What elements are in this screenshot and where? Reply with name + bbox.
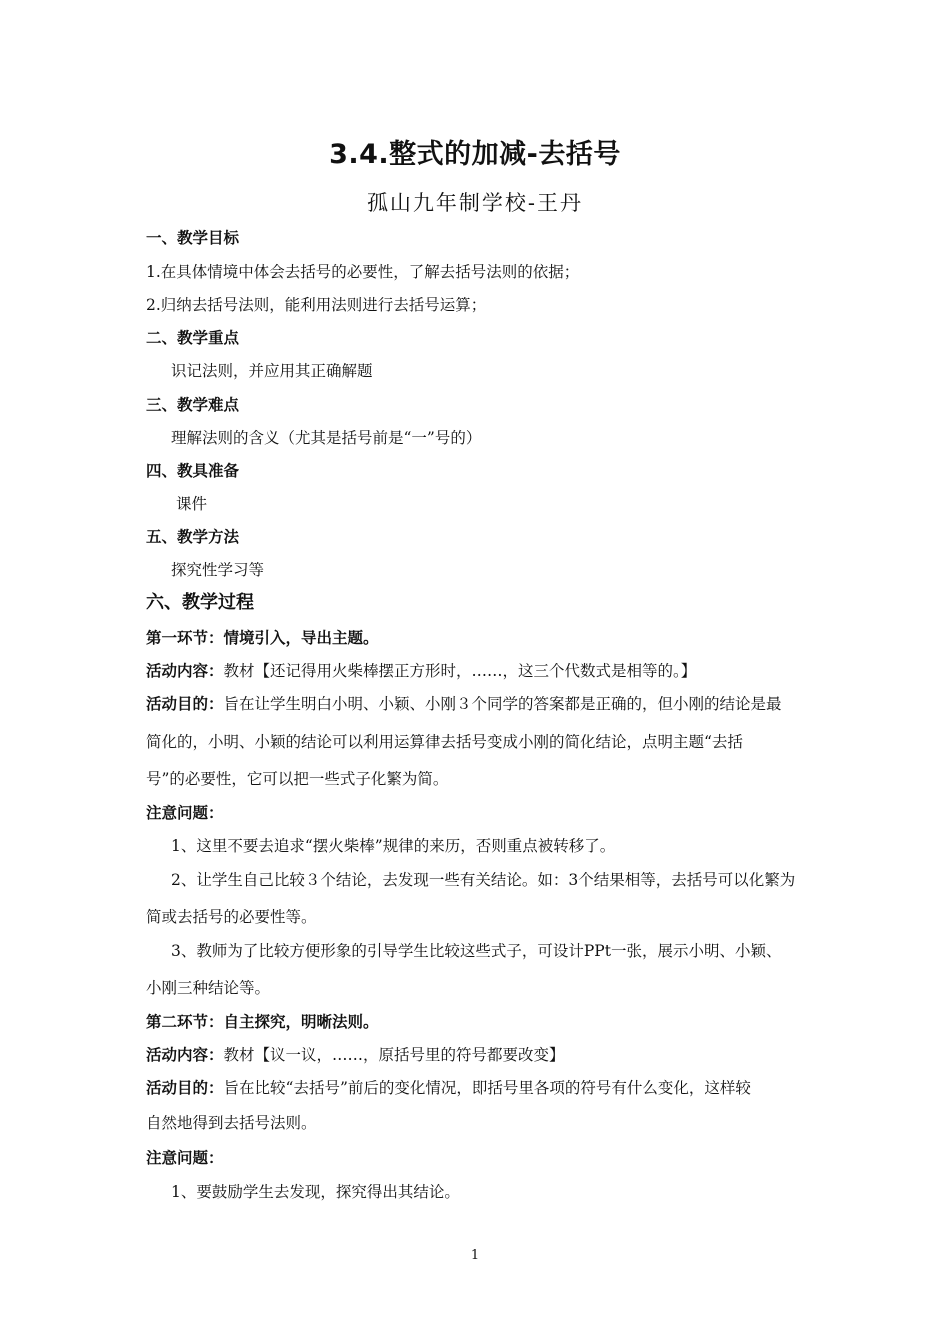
key-points-text: 识记法则，并应用其正确解题 [171,362,373,380]
page-number: 1 [470,1248,480,1263]
goal-item-2: 2.归纳去括号法则，能利用法则进行去括号运算； [146,296,487,314]
stage1-heading: 第一环节：情境引入，导出主题。 [146,629,379,647]
stage1-content [146,661,816,681]
section-heading-methods: 五、教学方法 [146,528,240,546]
methods-text: 探究性学习等 [171,561,265,579]
stage1-content-label: 活动内容： [146,662,224,680]
stage1-purpose-line1: 旨在让学生明白小明、小颖、小刚３个同学的答案都是正确的，但小刚的结论是最 [223,695,782,713]
stage1-purpose-line2: 简化的，小明、小颖的结论可以利用运算律去括号变成小刚的简化结论，点明主题“去括 [146,733,743,751]
stage1-note-2-line1: 2、让学生自己比较３个结论，去发现一些有关结论。如：3个结果相等，去括号可以化繁为 [171,871,796,889]
stage2-content-label: 活动内容： [146,1046,224,1064]
stage1-purpose [146,694,816,714]
section-heading-process: 六、教学过程 [146,592,254,613]
stage1-note-3-line1: 3、教师为了比较方便形象的引导学生比较这些式子，可设计PPt一张，展示小明、小颖、 [171,942,782,960]
difficulties-text: 理解法则的含义（尤其是括号前是“一”号的） [171,429,482,447]
stage2-content-text: 教材【议一议，……，原括号里的符号都要改变】 [223,1046,565,1064]
stage2-purpose [146,1078,816,1098]
stage1-note-3-line2: 小刚三种结论等。 [146,979,271,997]
stage2-heading: 第二环节：自主探究，明晰法则。 [146,1013,379,1031]
stage2-purpose-line2: 自然地得到去括号法则。 [146,1114,317,1132]
stage1-purpose-label: 活动目的： [146,695,224,713]
section-heading-difficulties: 三、教学难点 [146,396,240,414]
stage2-purpose-label: 活动目的： [146,1079,224,1097]
stage1-note-2-line2: 简或去括号的必要性等。 [146,908,317,926]
section-heading-materials: 四、教具准备 [146,462,240,480]
stage1-note-label: 注意问题： [146,804,224,822]
section-heading-goals: 一、教学目标 [146,229,240,247]
stage2-note-label: 注意问题： [146,1149,224,1167]
stage2-content [146,1045,816,1065]
document-subtitle: 孤山九年制学校-王丹 [366,191,584,215]
goal-item-1: 1.在具体情境中体会去括号的必要性，了解去括号法则的依据； [146,263,580,281]
materials-text: 课件 [176,495,208,513]
section-heading-key-points: 二、教学重点 [146,329,240,347]
stage2-note-1: 1、要鼓励学生去发现，探究得出其结论。 [171,1183,460,1201]
document-title: 3.4.整式的加减-去括号 [329,139,621,170]
stage1-content-text: 教材【还记得用火柴棒摆正方形时，……，这三个代数式是相等的。】 [223,662,697,680]
stage1-note-1: 1、这里不要去追求“摆火柴棒”规律的来历，否则重点被转移了。 [171,837,616,855]
stage1-purpose-line3: 号”的必要性，它可以把一些式子化繁为简。 [146,770,449,788]
stage2-purpose-line1: 旨在比较“去括号”前后的变化情况，即括号里各项的符号有什么变化，这样较 [223,1079,751,1097]
